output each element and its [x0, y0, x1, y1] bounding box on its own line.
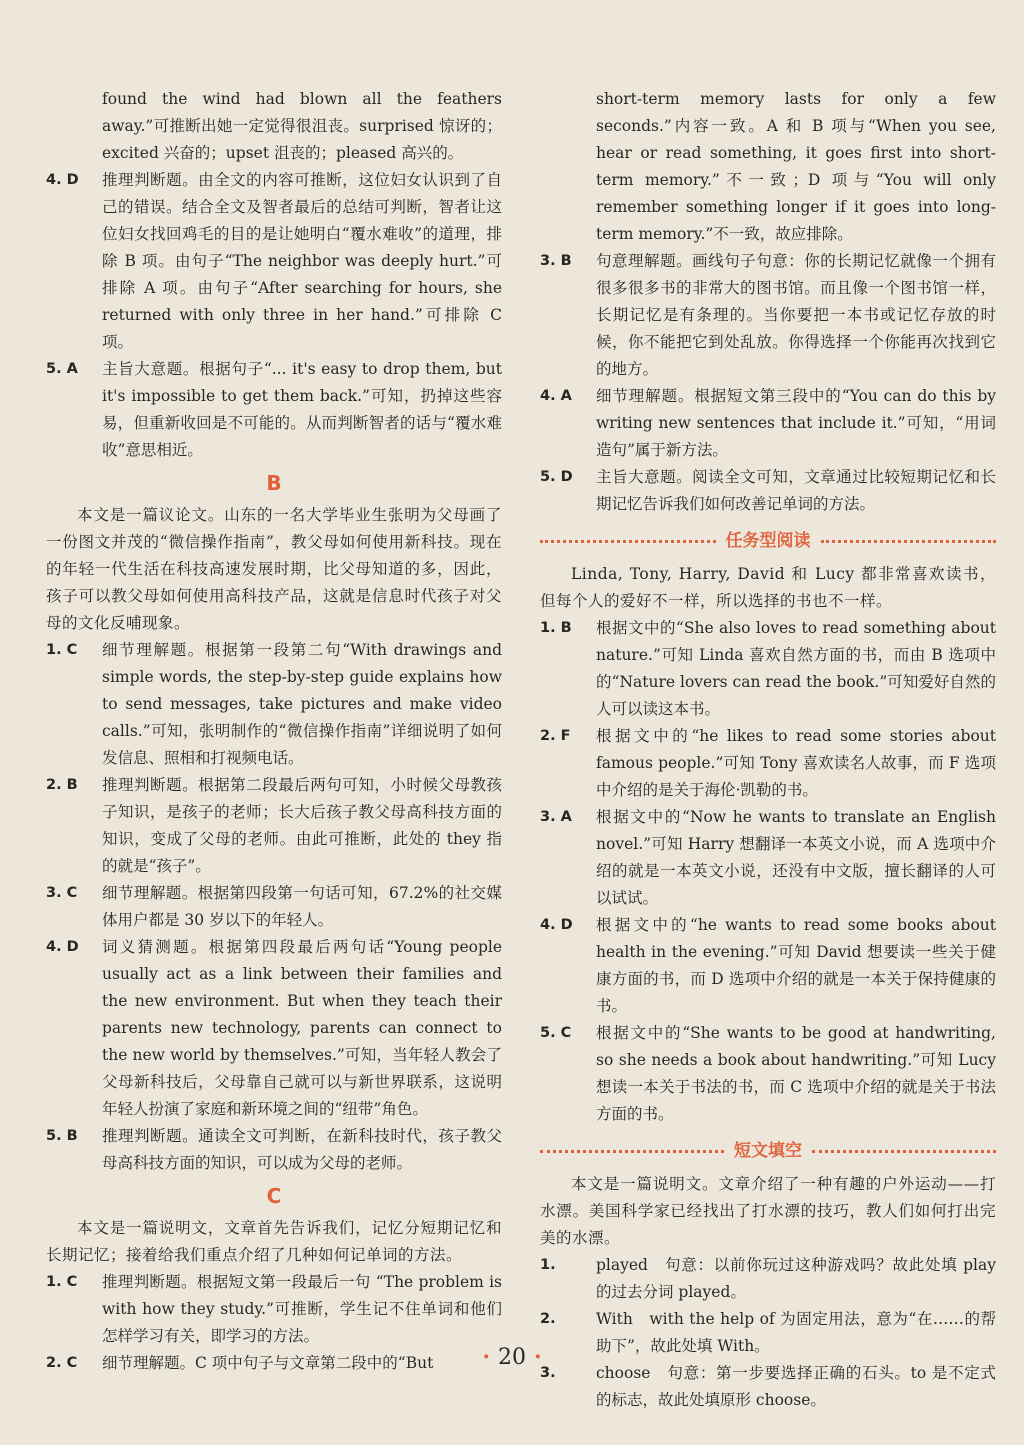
answer-item: [540, 804, 996, 912]
answer-explanation: 根据文中的“She also loves to read something about nature.”可知 Linda 喜欢自然方面的书，而由 B 选项中的“Nature lovers can read the book.”可知爱好自然的人可以读这本书。: [596, 619, 996, 718]
answer-number: 2. B: [46, 777, 78, 793]
answer-number: 3. B: [540, 253, 572, 269]
answer-item: [540, 383, 996, 464]
section-heading-b: B: [266, 471, 282, 495]
answer-number: 4. D: [540, 917, 573, 933]
answer-item: [46, 772, 502, 880]
answer-number: 4. D: [46, 939, 79, 955]
answer-explanation: 根据文中的“Now he wants to translate an English novel.”可知 Harry 想翻译一本英文小说，而 A 选项中介绍的就是一本英文小说，还没有中文版，擅长翻译的人可以试试。: [596, 808, 996, 907]
answer-number: 3. A: [540, 809, 572, 825]
answer-number: 2.: [540, 1311, 556, 1327]
answer-item: [46, 167, 502, 356]
dotted-rule: [821, 540, 997, 543]
answer-explanation: 句意理解题。画线句子句意：你的长期记忆就像一个拥有很多很多书的非常大的图书馆。而且像一个图书馆一样，长期记忆是有条理的。当你要把一本书或记忆存放的时候，你不能把它到处乱放。你得选择一个你能再次找到它的地方。: [596, 252, 996, 378]
answer-item: [46, 637, 502, 772]
answer-number: 4. D: [46, 172, 79, 188]
section-heading-cloze: [540, 1138, 996, 1165]
right-column: [540, 86, 996, 1414]
passage-summary: 本文是一篇说明文，文章首先告诉我们，记忆分短期记忆和长期记忆；接着给我们重点介绍了几种如何记单词的方法。: [46, 1219, 502, 1264]
page-footer: [0, 1344, 1024, 1370]
passage-summary: 本文是一篇说明文。文章介绍了一种有趣的户外运动——打水漂。美国科学家已经找出了打水漂的技巧，教人们如何打出完美的水漂。: [540, 1175, 996, 1247]
answer-explanation: 根据文中的“he wants to read some books about health in the evening.”可知 David 想要读一些关于健康方面的书，而 D 选项中介绍的就是一本关于保持健康的书。: [596, 916, 996, 1015]
answer-explanation: With with the help of 为固定用法，意为“在……的帮助下”，故此处填 With。: [596, 1310, 996, 1355]
answer-number: 5. A: [46, 361, 78, 377]
answer-number: 3.: [540, 1365, 556, 1381]
section-heading-task-reading: [540, 528, 996, 555]
answer-explanation: choose 句意：第一步要选择正确的石头。to 是不定式的标志，故此处填原形 choose。: [596, 1364, 996, 1409]
answer-explanation: 主旨大意题。阅读全文可知，文章通过比较短期记忆和长期记忆告诉我们如何改善记单词的方法。: [596, 468, 996, 513]
bullet-dot: ·: [534, 1344, 542, 1370]
continued-text: short-term memory lasts for only a few seconds.”内容一致。A 和 B 项与“When you see, hear or read something, it goes first into short-term memory.”不一致；D 项与“You will only remember something longer if it goes into long-term memory.”不一致，故应排除。: [596, 90, 996, 243]
left-column: [46, 86, 502, 1377]
answer-explanation: 主旨大意题。根据句子“... it's easy to drop them, but it's impossible to get them back.”可知，扔掉这些容易，但重新收回是不可能的。从而判断智者的话与“覆水难收”意思相近。: [102, 360, 502, 459]
answer-number: 1. C: [46, 642, 78, 658]
page-number: 20: [498, 1345, 526, 1370]
answer-explanation: played 句意：以前你玩过这种游戏吗？故此处填 play 的过去分词 played。: [596, 1256, 996, 1301]
answer-item: [46, 356, 502, 464]
answer-item: [46, 880, 502, 934]
section-heading-c: C: [266, 1184, 282, 1208]
answer-item: [540, 1020, 996, 1128]
answer-explanation: 细节理解题。根据短文第三段中的“You can do this by writing new sentences that include it.”可知，“用词造句”属于新方法。: [596, 387, 996, 459]
answer-number: 5. C: [540, 1025, 572, 1041]
continued-text: found the wind had blown all the feathers away.”可推断出她一定觉得很沮丧。surprised 惊讶的；excited 兴奋的；upset 沮丧的；pleased 高兴的。: [102, 90, 502, 162]
answer-item: [540, 464, 996, 518]
answer-number: 1.: [540, 1257, 556, 1273]
answer-explanation: 推理判断题。通读全文可判断，在新科技时代，孩子教父母高科技方面的知识，可以成为父母的老师。: [102, 1127, 502, 1172]
answer-number: 1. C: [46, 1274, 78, 1290]
answer-item: [540, 615, 996, 723]
answer-item: [46, 1123, 502, 1177]
answer-explanation: 推理判断题。根据第二段最后两句可知，小时候父母教孩子知识，是孩子的老师；长大后孩子教父母高科技方面的知识，变成了父母的老师。由此可推断，此处的 they 指的就是“孩子”。: [102, 776, 502, 875]
answer-explanation: 细节理解题。根据第四段第一句话可知，67.2%的社交媒体用户都是 30 岁以下的年轻人。: [102, 884, 502, 929]
answer-number: 3. C: [46, 885, 78, 901]
section-title: 任务型阅读: [725, 531, 811, 551]
answer-item: [540, 248, 996, 383]
answer-number: 4. A: [540, 388, 572, 404]
bullet-dot: ·: [482, 1344, 490, 1370]
answer-item: [540, 1252, 996, 1306]
dotted-rule: [540, 540, 716, 543]
answer-explanation: 细节理解题。根据第一段第二句“With drawings and simple words, the step-by-step guide explains how to send messages, take pictures and make video calls.”可知，张明制作的“微信操作指南”详细说明了如何发信息、照相和打视频电话。: [102, 641, 502, 767]
answer-explanation: 推理判断题。由全文的内容可推断，这位妇女认识到了自己的错误。结合全文及智者最后的总结可判断，智者让这位妇女找回鸡毛的目的是让她明白“覆水难收”的道理，排除 B 项。由句子“The neighbor was deeply hurt.”可排除 A 项。由句子“After searching for hours, she returned with only three in her hand.”可排除 C 项。: [102, 171, 502, 351]
answer-explanation: 根据文中的“She wants to be good at handwriting, so she needs a book about handwriting.”可知 Lucy 想读一本关于书法的书，而 C 选项中介绍的就是关于书法方面的书。: [596, 1024, 996, 1123]
answer-number: 5. B: [46, 1128, 78, 1144]
answer-number: 1. B: [540, 620, 572, 636]
dotted-rule: [812, 1150, 996, 1153]
answer-number: 2. F: [540, 728, 571, 744]
answer-item: [46, 934, 502, 1123]
passage-summary: Linda, Tony, Harry, David 和 Lucy 都非常喜欢读书，但每个人的爱好不一样，所以选择的书也不一样。: [540, 565, 996, 610]
answer-number: 2. C: [46, 1355, 78, 1371]
answer-explanation: 根据文中的“he likes to read some stories about famous people.”可知 Tony 喜欢读名人故事，而 F 选项中介绍的是关于海伦·凯勒的书。: [596, 727, 996, 799]
answer-item: [46, 1269, 502, 1350]
answer-explanation: 推理判断题。根据短文第一段最后一句 “The problem is with how they study.”可推断，学生记不住单词和他们怎样学习有关，即学习的方法。: [102, 1273, 502, 1345]
dotted-rule: [540, 1150, 724, 1153]
passage-summary: 本文是一篇议论文。山东的一名大学毕业生张明为父母画了一份图文并茂的“微信操作指南”，教父母如何使用新科技。现在的年轻一代生活在科技高速发展时期，比父母知道的多，因此，孩子可以教父母如何使用高科技产品，这就是信息时代孩子对父母的文化反哺现象。: [46, 506, 502, 632]
answer-explanation: 词义猜测题。根据第四段最后两句话“Young people usually act as a link between their families and the new environment. But when they teach their parents new technology, parents can connect to the new world by themselves.”可知，当年轻人教会了父母新科技后，父母靠自己就可以与新世界联系，这说明年轻人扮演了家庭和新环境之间的“纽带”角色。: [102, 938, 502, 1118]
answer-item: [540, 723, 996, 804]
answer-item: [540, 912, 996, 1020]
answer-number: 5. D: [540, 469, 573, 485]
section-title: 短文填空: [734, 1141, 802, 1161]
answer-explanation: 细节理解题。C 项中句子与文章第二段中的“But: [102, 1354, 434, 1372]
